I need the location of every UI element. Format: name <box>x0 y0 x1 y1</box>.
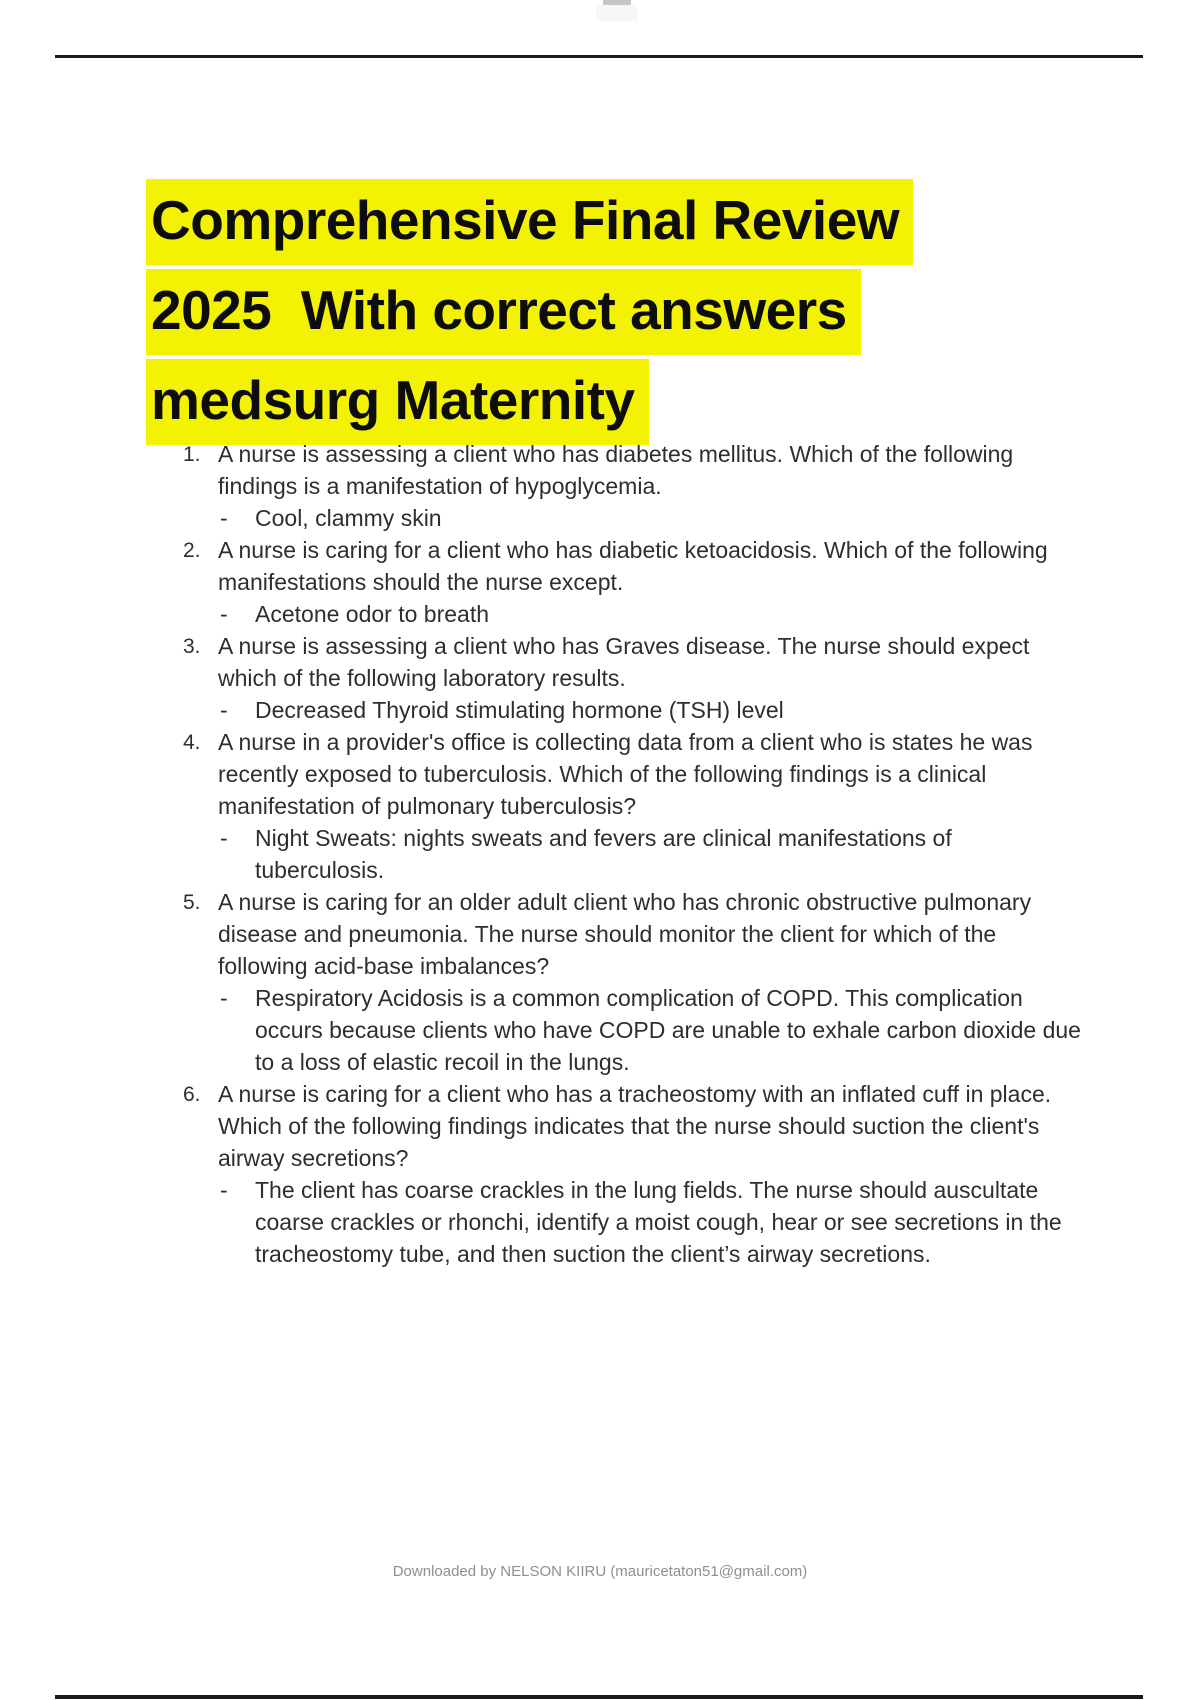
answer-list <box>218 502 1085 534</box>
footer-rule <box>55 1695 1143 1699</box>
answer-text: The client has coarse crackles in the lung fields. The nurse should auscultate coarse crackles or rhonchi, identify a moist cough, hear or see secretions in the tracheostomy tube, and then suction the client’s airway secretions. <box>255 1177 1062 1267</box>
answer-text: Acetone odor to breath <box>255 601 489 627</box>
answer-item <box>218 982 1085 1078</box>
answer-dash: - <box>220 1177 228 1203</box>
question-number: 1. <box>183 443 201 466</box>
answer-text: Cool, clammy skin <box>255 505 442 531</box>
question-text: A nurse is caring for an older adult client who has chronic obstructive pulmonary disease and pneumonia. The nurse should monitor the client for which of the following acid-base imbalances? <box>218 889 1032 979</box>
title-line-2 <box>146 265 1146 355</box>
question-item <box>183 630 1085 726</box>
question-body <box>218 886 1085 1078</box>
question-item <box>183 1078 1085 1270</box>
question-text: A nurse is caring for a client who has diabetic ketoacidosis. Which of the following manifestations should the nurse except. <box>218 537 1048 595</box>
title-highlight: 2025 With correct answers <box>146 269 861 355</box>
answer-dash: - <box>220 825 228 851</box>
question-list <box>183 438 1085 1270</box>
answer-dash: - <box>220 985 228 1011</box>
answer-list <box>218 694 1085 726</box>
answer-dash: - <box>220 601 228 627</box>
answer-dash: - <box>220 505 228 531</box>
question-body <box>218 630 1085 726</box>
answer-item <box>218 502 1085 534</box>
answer-item <box>218 694 1085 726</box>
answer-item <box>218 1174 1085 1270</box>
document-title <box>146 175 1146 445</box>
question-number: 4. <box>183 731 201 754</box>
question-item <box>183 438 1085 534</box>
title-highlight: Comprehensive Final Review <box>146 179 913 265</box>
question-text: A nurse in a provider's office is collecting data from a client who is states he was recently exposed to tuberculosis. Which of the following findings is a clinical manifestation of pulmonary tuberculosis? <box>218 729 1033 819</box>
question-number: 2. <box>183 539 201 562</box>
answer-item <box>218 598 1085 630</box>
title-line-1 <box>146 175 1146 265</box>
question-number: 5. <box>183 891 201 914</box>
page-top-artifact-glow <box>596 5 638 21</box>
question-body <box>218 534 1085 630</box>
title-line-3 <box>146 355 1146 445</box>
question-item <box>183 886 1085 1078</box>
answer-list <box>218 598 1085 630</box>
page-footer: Downloaded by NELSON KIIRU (mauricetaton51@gmail.com) <box>392 1563 808 1580</box>
answer-list <box>218 982 1085 1078</box>
question-text: A nurse is caring for a client who has a tracheostomy with an inflated cuff in place. Which of the following findings indicates that the nurse should suction the client's airway secretions? <box>218 1081 1052 1171</box>
answer-item <box>218 822 1085 886</box>
answer-text: Respiratory Acidosis is a common complication of COPD. This complication occurs because clients who have COPD are unable to exhale carbon dioxide due to a loss of elastic recoil in the lungs. <box>255 985 1081 1075</box>
answer-list <box>218 1174 1085 1270</box>
header-rule <box>55 55 1143 58</box>
answer-text: Night Sweats: nights sweats and fevers are clinical manifestations of tuberculosis. <box>255 825 952 883</box>
question-number: 3. <box>183 635 201 658</box>
title-highlight: medsurg Maternity <box>146 359 649 445</box>
question-body <box>218 1078 1085 1270</box>
answer-dash: - <box>220 697 228 723</box>
question-body <box>218 726 1085 886</box>
question-answer-section <box>183 438 1085 1270</box>
page-top-artifact <box>603 0 631 5</box>
question-text: A nurse is assessing a client who has diabetes mellitus. Which of the following findings is a manifestation of hypoglycemia. <box>218 441 1014 499</box>
answer-list <box>218 822 1085 886</box>
question-text: A nurse is assessing a client who has Graves disease. The nurse should expect which of the following laboratory results. <box>218 633 1030 691</box>
question-body <box>218 438 1085 534</box>
question-item <box>183 534 1085 630</box>
question-number: 6. <box>183 1083 201 1106</box>
answer-text: Decreased Thyroid stimulating hormone (TSH) level <box>255 697 784 723</box>
question-item <box>183 726 1085 886</box>
